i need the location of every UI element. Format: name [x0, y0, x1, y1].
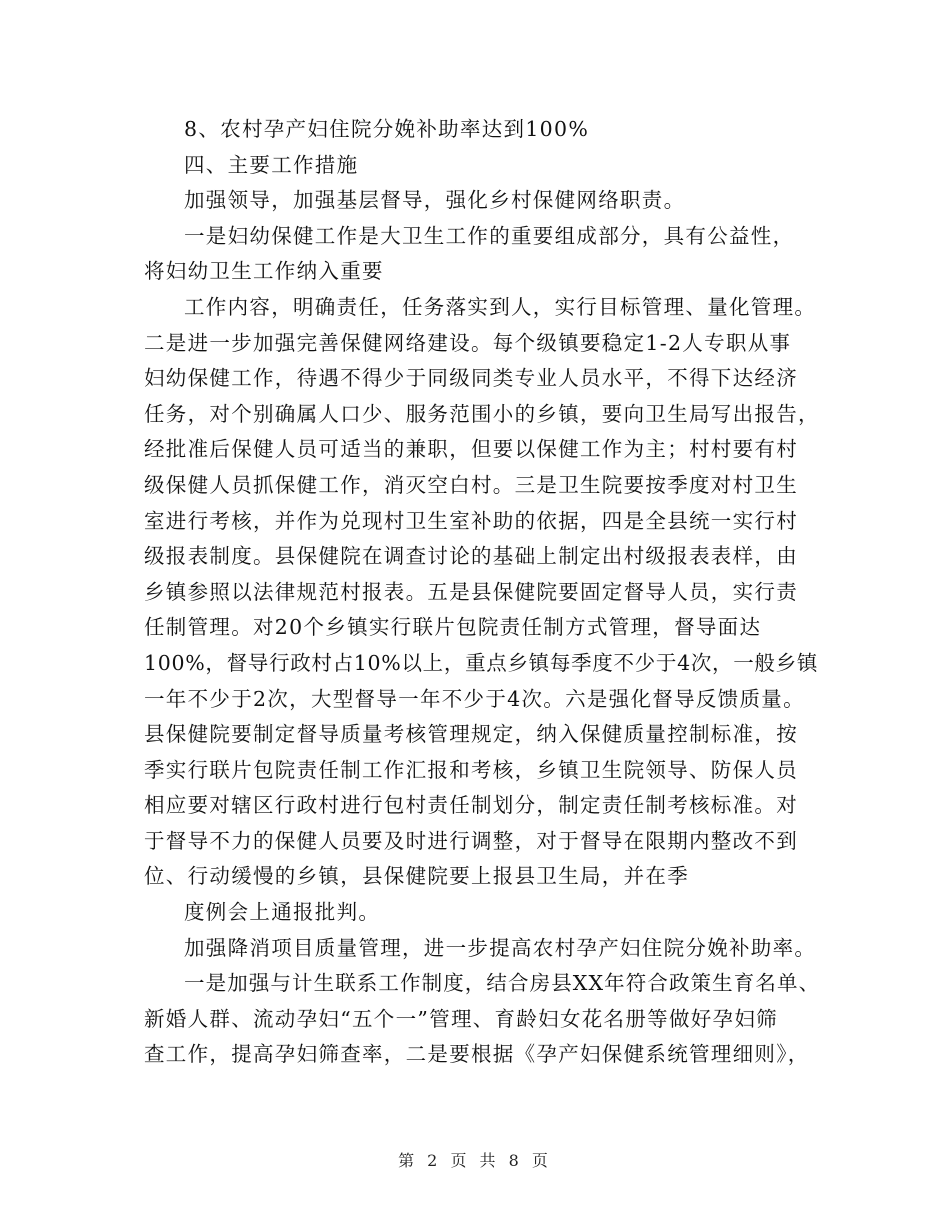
- body-line: 位、行动缓慢的乡镇，县保健院要上报县卫生局，并在季: [144, 864, 689, 889]
- body-line: 妇幼保健工作，待遇不得少于同级同类专业人员水平，不得下达经济: [144, 366, 798, 391]
- body-line: 二是进一步加强完善保健网络建设。每个级镇要稳定1-2人专职从事: [144, 330, 792, 355]
- body-line: 相应要对辖区行政村进行包村责任制划分，制定责任制考核标准。对: [144, 793, 798, 818]
- page-number-footer: 第 2 页 共 8 页: [398, 1151, 552, 1170]
- body-line: 任制管理。对20个乡镇实行联片包院责任制方式管理，督导面达: [144, 615, 762, 640]
- document-body: [144, 112, 824, 1073]
- body-line: 经批准后保健人员可适当的兼职，但要以保健工作为主；村村要有村: [144, 437, 798, 462]
- section-heading: 四、主要工作措施: [184, 152, 359, 177]
- body-line: 一是加强与计生联系工作制度，结合房县XX年符合政策生育名单、: [184, 971, 821, 996]
- body-line: 8、农村孕产妇住院分娩补助率达到100%: [184, 117, 590, 141]
- body-line: 级保健人员抓保健工作，消灭空白村。三是卫生院要按季度对村卫生: [144, 472, 798, 497]
- body-line: 乡镇参照以法律规范村报表。五是县保健院要固定督导人员，实行责: [144, 579, 798, 604]
- body-line: 加强领导，加强基层督导，强化乡村保健网络职责。: [184, 188, 686, 213]
- body-line: 季实行联片包院责任制工作汇报和考核，乡镇卫生院领导、防保人员: [144, 757, 798, 782]
- body-line: 任务，对个别确属人口少、服务范围小的乡镇，要向卫生局写出报告，: [144, 401, 820, 426]
- body-line: 级报表制度。县保健院在调查讨论的基础上制定出村级报表表样，由: [144, 544, 798, 569]
- body-line: 一年不少于2次，大型督导一年不少于4次。六是强化督导反馈质量。: [144, 686, 805, 711]
- body-line: 100%，督导行政村占10%以上，重点乡镇每季度不少于4次，一般乡镇: [144, 650, 819, 675]
- body-line: 室进行考核，并作为兑现村卫生室补助的依据，四是全县统一实行村: [144, 508, 798, 533]
- body-line: 度例会上通报批判。: [184, 900, 381, 925]
- body-line: 一是妇幼保健工作是大卫生工作的重要组成部分，具有公益性，: [184, 223, 795, 248]
- body-line: 查工作，提高孕妇筛查率，二是要根据《孕产妇保健系统管理细则》，: [144, 1042, 810, 1067]
- body-line: 县保健院要制定督导质量考核管理规定，纳入保健质量控制标准，按: [144, 722, 798, 747]
- body-line: 于督导不力的保健人员要及时进行调整，对于督导在限期内整改不到: [144, 828, 798, 853]
- body-line: 新婚人群、流动孕妇“五个一”管理、育龄妇女花名册等做好孕妇筛: [144, 1006, 778, 1031]
- body-line: 加强降消项目质量管理，进一步提高农村孕产妇住院分娩补助率。: [184, 935, 817, 960]
- body-line: 工作内容，明确责任，任务落实到人，实行目标管理、量化管理。: [184, 294, 817, 319]
- body-line: 将妇幼卫生工作纳入重要: [144, 259, 384, 284]
